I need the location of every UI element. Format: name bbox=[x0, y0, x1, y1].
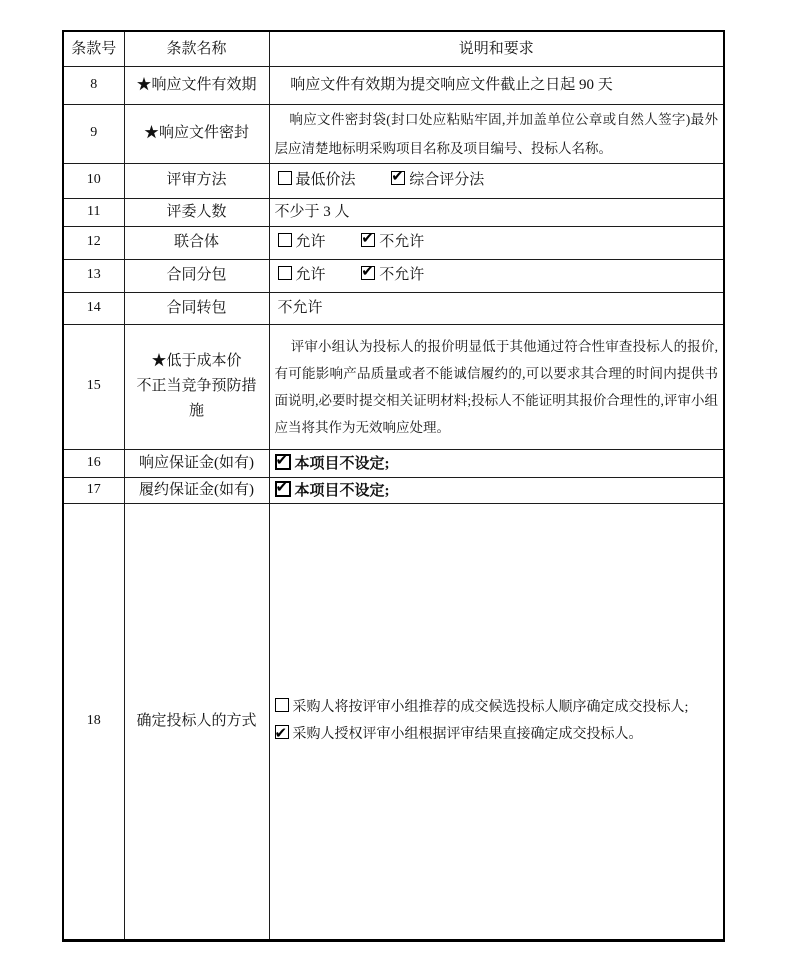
clause-number: 13 bbox=[63, 259, 124, 292]
clause-name: 履约保证金(如有) bbox=[124, 477, 269, 503]
checkbox-unchecked-icon bbox=[278, 233, 292, 247]
clause-text: 不允许 bbox=[277, 299, 323, 316]
option-comprehensive-scoring bbox=[391, 172, 484, 188]
checkbox-unchecked-icon bbox=[278, 266, 292, 280]
clause-description bbox=[269, 292, 724, 324]
table-row-16 bbox=[63, 449, 724, 477]
option-allowed bbox=[278, 234, 326, 250]
option-label: 本项目不设定; bbox=[294, 482, 390, 499]
table-row-10 bbox=[63, 163, 724, 198]
clause-name: ★响应文件有效期 bbox=[124, 66, 269, 104]
clause-number: 15 bbox=[63, 324, 124, 449]
clause-name: 合同分包 bbox=[124, 259, 269, 292]
checkbox-unchecked-icon bbox=[278, 171, 292, 185]
clause-name: 评审方法 bbox=[124, 163, 269, 198]
clause-name-line-1: ★低于成本价 bbox=[151, 353, 242, 369]
clause-name: 合同转包 bbox=[124, 292, 269, 324]
table-row-15 bbox=[63, 324, 724, 449]
option-label: 综合评分法 bbox=[409, 172, 485, 189]
option-label: 采购人授权评审小组根据评审结果直接确定成交投标人。 bbox=[292, 727, 643, 742]
option-not-set bbox=[275, 483, 390, 499]
clause-description bbox=[269, 104, 724, 163]
clause-name bbox=[124, 324, 269, 449]
clause-number: 17 bbox=[63, 477, 124, 503]
clause-number: 16 bbox=[63, 449, 124, 477]
option-not-allowed bbox=[361, 234, 424, 250]
option-label: 不允许 bbox=[379, 267, 425, 284]
clause-text: 响应文件密封袋(封口处应粘贴牢固,并加盖单位公章或自然人签字)最外层应清楚地标明采购项目名称及项目编号、投标人名称。 bbox=[274, 111, 718, 156]
clause-description bbox=[269, 198, 724, 226]
clause-name: 联合体 bbox=[124, 226, 269, 259]
table-row-9 bbox=[63, 104, 724, 163]
clause-name: 确定投标人的方式 bbox=[124, 503, 269, 940]
table-header-row bbox=[63, 31, 724, 66]
table-row-8 bbox=[63, 66, 724, 104]
option-label: 允许 bbox=[295, 234, 326, 251]
clause-description bbox=[269, 226, 724, 259]
table-row-17 bbox=[63, 477, 724, 503]
header-description: 说明和要求 bbox=[269, 31, 724, 66]
header-clause-name: 条款名称 bbox=[124, 31, 269, 66]
clause-text: 评审小组认为投标人的报价明显低于其他通过符合性审查投标人的报价,有可能影响产品质量或者不能诚信履约的,可以要求其合理的时间内提供书面说明,必要时提交相关证明材料;投标人不能证明其报价合理性的,评审小组应当将其作为无效响应处理。 bbox=[274, 338, 718, 435]
clause-description bbox=[269, 66, 724, 104]
checkbox-unchecked-icon bbox=[275, 698, 289, 712]
clause-name: ★响应文件密封 bbox=[124, 104, 269, 163]
checkbox-checked-icon bbox=[361, 233, 375, 247]
clause-description bbox=[269, 477, 724, 503]
clause-name-line-2: 不正当竞争预防措施 bbox=[136, 378, 257, 419]
clause-description bbox=[269, 449, 724, 477]
clause-number: 12 bbox=[63, 226, 124, 259]
checkbox-checked-icon bbox=[275, 725, 289, 739]
clause-description bbox=[269, 259, 724, 292]
clause-number: 14 bbox=[63, 292, 124, 324]
checkbox-checked-icon bbox=[275, 481, 291, 497]
clause-description bbox=[269, 324, 724, 449]
table-row-14 bbox=[63, 292, 724, 324]
clause-number: 8 bbox=[63, 66, 124, 104]
clause-name: 评委人数 bbox=[124, 198, 269, 226]
option-allowed bbox=[278, 267, 326, 283]
option-label: 允许 bbox=[295, 267, 326, 284]
checkbox-checked-icon bbox=[275, 454, 291, 470]
clause-number: 11 bbox=[63, 198, 124, 226]
table-row-11 bbox=[63, 198, 724, 226]
clause-text: 不少于 3 人 bbox=[274, 203, 350, 220]
table-row-13 bbox=[63, 259, 724, 292]
option-direct-determination bbox=[275, 721, 719, 748]
checkbox-checked-icon bbox=[391, 171, 405, 185]
clause-name: 响应保证金(如有) bbox=[124, 449, 269, 477]
header-clause-number: 条款号 bbox=[63, 31, 124, 66]
clause-number: 9 bbox=[63, 104, 124, 163]
option-label: 不允许 bbox=[379, 234, 425, 251]
checkbox-checked-icon bbox=[361, 266, 375, 280]
option-label: 最低价法 bbox=[295, 172, 356, 189]
clause-description bbox=[269, 163, 724, 198]
option-not-allowed bbox=[361, 267, 424, 283]
clause-number: 10 bbox=[63, 163, 124, 198]
option-not-set bbox=[275, 456, 390, 472]
clause-description bbox=[269, 503, 724, 940]
option-lowest-price bbox=[278, 172, 356, 188]
table-row-18 bbox=[63, 503, 724, 940]
option-ranked-candidates bbox=[275, 694, 719, 721]
option-label: 本项目不设定; bbox=[294, 455, 390, 472]
clause-text: 响应文件有效期为提交响应文件截止之日起 90 天 bbox=[290, 76, 613, 93]
clause-number: 18 bbox=[63, 503, 124, 940]
option-label: 采购人将按评审小组推荐的成交候选投标人顺序确定成交投标人; bbox=[292, 700, 689, 715]
clause-table bbox=[62, 30, 725, 942]
table-row-12 bbox=[63, 226, 724, 259]
